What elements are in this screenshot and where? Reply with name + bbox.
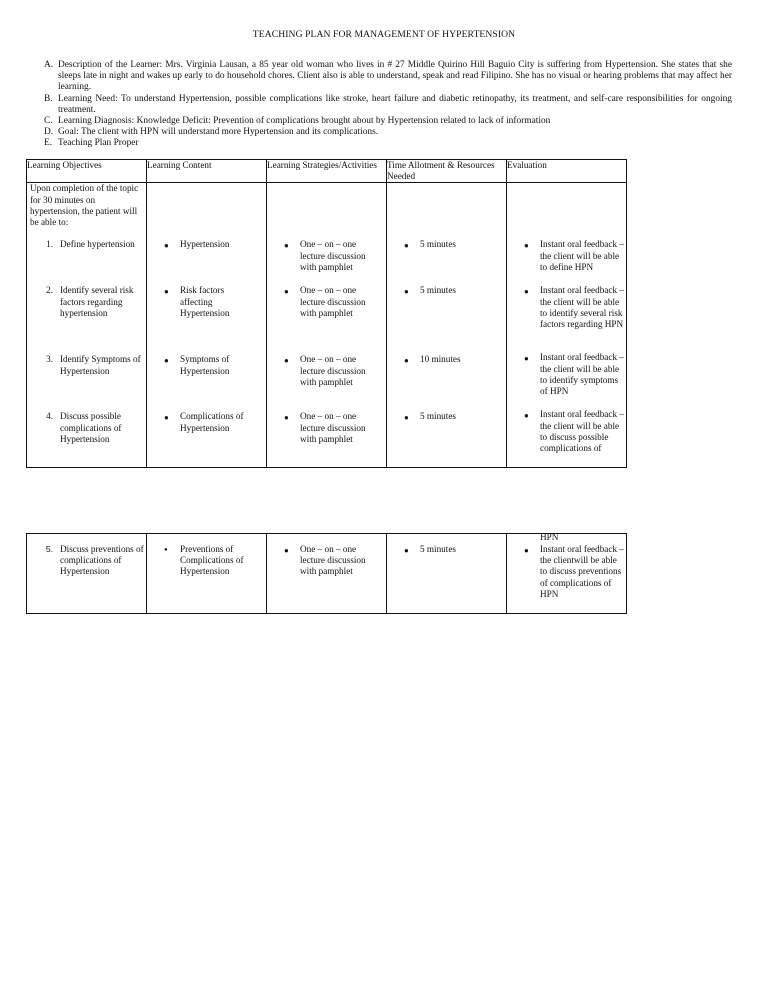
time-item: 10 minutes [420, 354, 461, 365]
bullet-icon: ● [164, 287, 169, 297]
evaluation-item: Instant oral feedback – the client will be able to discuss possible complications of [540, 409, 624, 454]
bullet-icon: ● [164, 356, 169, 366]
time-item: 5 minutes [420, 411, 456, 422]
document-title: TEACHING PLAN FOR MANAGEMENT OF HYPERTENSION [252, 29, 516, 40]
bullet-icon: ● [164, 413, 169, 423]
objectives-cell: Upon completion of the topic for 30 minutes on hypertension, the patient will be able to: 1. Define hypertension 2. Identify several risk factors regarding hypertension 3. Identify Symptoms of Hypertension 4. Discuss possible complications of Hypertension [27, 183, 147, 468]
time-item: 5 minutes [420, 544, 456, 554]
bullet-icon: ● [524, 411, 529, 421]
evaluation-carry-text: HPN [540, 532, 559, 542]
intro-text: Teaching Plan Proper [58, 138, 139, 149]
intro-marker: D. [44, 127, 54, 138]
bullet-icon: ● [284, 356, 289, 366]
intro-text: Goal: The client with HPN will understand more Hypertension and its complications. [58, 127, 379, 138]
header-learning-content: Learning Content [147, 160, 267, 183]
intro-text: Description of the Learner: Mrs. Virginia Lausan, a 85 year old woman who lives in # 27 Middle Quirino Hill Baguio City is suffering from Hypertension. She states that she sleeps late in night and wakes up early to do household chores. Client also is able to understand, speak and read Filipino. She has no visual or hearing problems that may affect her learning. [58, 60, 732, 93]
bullet-icon: ● [404, 413, 409, 423]
teaching-plan-table-continued [26, 533, 627, 614]
bullet-icon: ● [404, 287, 409, 297]
content-item: Hypertension [180, 239, 230, 250]
content-cell [147, 534, 267, 614]
bullet-icon: ● [404, 356, 409, 366]
intro-marker: B. [44, 93, 53, 104]
header-time-allotment: Time Allotment & Resources Needed [387, 160, 507, 183]
header-evaluation: Evaluation [507, 160, 627, 183]
content-cell [147, 183, 267, 468]
intro-marker: A. [44, 60, 54, 70]
bullet-icon: ● [524, 546, 529, 555]
strategy-item: One – on – one lecture discussion with pamphlet [300, 411, 366, 444]
bullet-icon: ● [524, 354, 529, 364]
time-cell [387, 183, 507, 468]
learner-info-list [28, 60, 732, 150]
table-row [27, 534, 627, 614]
objectives-cell: 5. Discuss preventions of complications of Hypertension [27, 534, 147, 614]
evaluation-item: Instant oral feedback – the client will be able to define HPN [540, 239, 624, 272]
header-learning-objectives: Learning Objectives [27, 160, 147, 183]
bullet-icon: ● [164, 547, 168, 553]
evaluation-item: Instant oral feedback – the clientwill be able to discuss preventions of complications of HPN [540, 544, 624, 599]
strategy-item: One – on – one lecture discussion with pamphlet [300, 239, 366, 272]
table-header-row [27, 160, 627, 183]
content-item: Symptoms of Hypertension [180, 354, 230, 376]
bullet-icon: ● [284, 287, 289, 297]
evaluation-cell [507, 183, 627, 468]
intro-item-goal [28, 127, 732, 138]
evaluation-cell [507, 534, 627, 614]
bullet-icon: ● [284, 413, 289, 423]
bullet-icon: ● [284, 241, 289, 251]
strategy-item: One – on – one lecture discussion with pamphlet [300, 544, 366, 577]
strategies-cell [267, 534, 387, 614]
intro-item-teaching-plan [28, 138, 732, 149]
intro-marker: E. [44, 138, 53, 149]
strategies-cell [267, 183, 387, 468]
bullet-icon: ● [524, 287, 529, 297]
content-item: Risk factors affecting Hypertension [180, 285, 230, 318]
teaching-plan-table [26, 159, 627, 468]
evaluation-item: Instant oral feedback – the client will be able to identify several risk factors regarding HPN [540, 285, 624, 330]
bullet-icon: ● [284, 546, 289, 555]
content-item: Preventions of Complications of Hypertension [180, 544, 244, 577]
intro-text: Learning Diagnosis: Knowledge Deficit: Prevention of complications brought about by Hypertension related to lack of information [58, 116, 551, 127]
strategy-item: One – on – one lecture discussion with pamphlet [300, 285, 366, 318]
time-item: 5 minutes [420, 239, 456, 250]
strategy-item: One – on – one lecture discussion with pamphlet [300, 354, 366, 387]
bullet-icon: ● [524, 241, 529, 251]
bullet-icon: ● [164, 241, 169, 251]
bullet-icon: ● [404, 546, 409, 555]
objectives-intro: Upon completion of the topic for 30 minutes on hypertension, the patient will be able to: [30, 183, 139, 228]
table-body-row [27, 183, 627, 468]
time-item: 5 minutes [420, 285, 456, 296]
intro-item-learning-need [28, 94, 732, 116]
intro-item-description [28, 60, 732, 94]
intro-text: Learning Need: To understand Hypertension, possible complications like stroke, heart failure and diabetic retinopathy, its treatment, and self-care responsibilities for ongoing treatment. [58, 93, 732, 115]
evaluation-item: Instant oral feedback – the client will be able to identify symptoms of HPN [540, 352, 624, 397]
time-cell [387, 534, 507, 614]
header-learning-strategies: Learning Strategies/Activities [267, 160, 387, 183]
intro-item-learning-diagnosis [28, 116, 732, 127]
intro-marker: C. [44, 116, 53, 127]
content-item: Complications of Hypertension [180, 411, 244, 433]
bullet-icon: ● [404, 241, 409, 251]
